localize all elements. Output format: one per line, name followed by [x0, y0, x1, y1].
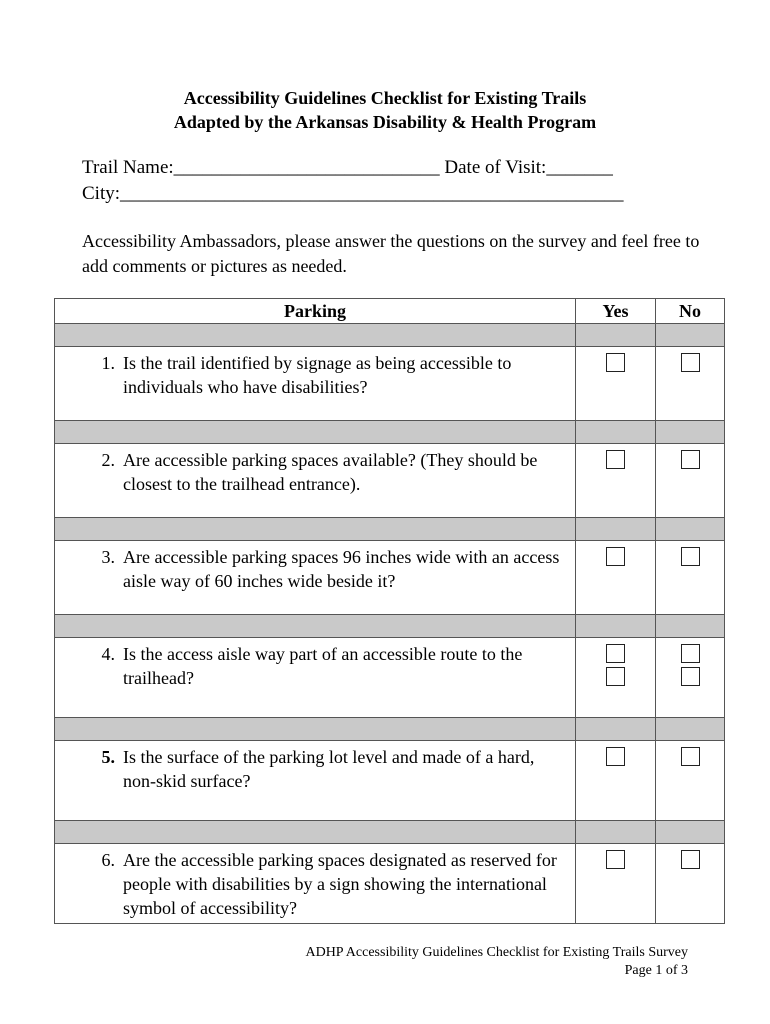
yes-checkbox[interactable] — [606, 850, 625, 869]
no-checkbox[interactable] — [681, 353, 700, 372]
spacer-row — [55, 821, 725, 844]
section-header: Parking — [55, 299, 576, 324]
question-text: Is the surface of the parking lot level and made of a hard, non-skid surface? — [123, 747, 535, 791]
table-row — [55, 638, 725, 718]
yes-checkbox[interactable] — [606, 450, 625, 469]
spacer-row — [55, 518, 725, 541]
yes-checkbox[interactable] — [606, 353, 625, 372]
page-number: Page 1 of 3 — [624, 963, 688, 978]
spacer-row — [55, 718, 725, 741]
table-row — [55, 741, 725, 821]
title-line-1: Accessibility Guidelines Checklist for Existing Trails — [183, 88, 587, 108]
yes-header: Yes — [576, 299, 656, 324]
table-row — [55, 347, 725, 421]
checklist-table — [54, 298, 725, 924]
yes-checkbox[interactable] — [606, 644, 625, 663]
no-checkbox[interactable] — [681, 747, 700, 766]
no-header: No — [656, 299, 725, 324]
no-checkbox[interactable] — [681, 850, 700, 869]
question-number: 6. — [101, 850, 115, 870]
no-checkbox[interactable] — [681, 667, 700, 686]
question-number: 2. — [101, 450, 115, 470]
yes-checkbox[interactable] — [606, 747, 625, 766]
question-text: Is the trail identified by signage as being accessible to individuals who have disabilities? — [123, 353, 512, 397]
question-text: Are the accessible parking spaces designated as reserved for people with disabilities by a sign showing the international symbol of accessibility? — [123, 850, 557, 918]
question-number: 3. — [101, 547, 115, 567]
no-checkbox[interactable] — [681, 644, 700, 663]
table-row — [55, 444, 725, 518]
question-number: 5. — [101, 747, 115, 767]
table-header-row — [55, 299, 725, 324]
question-number: 4. — [101, 644, 115, 664]
page-footer — [305, 944, 688, 980]
question-text: Are accessible parking spaces 96 inches wide with an access aisle way of 60 inches wide beside it? — [123, 547, 560, 591]
trail-name-date-field[interactable]: Trail Name:____________________________ Date of Visit:_______ — [82, 157, 613, 178]
question-text: Is the access aisle way part of an accessible route to the trailhead? — [123, 644, 523, 688]
spacer-row — [55, 615, 725, 638]
intro-text: Accessibility Ambassadors, please answer the questions on the survey and feel free to add comments or pictures as needed. — [82, 231, 700, 276]
yes-checkbox[interactable] — [606, 547, 625, 566]
spacer-row — [55, 324, 725, 347]
no-checkbox[interactable] — [681, 450, 700, 469]
yes-checkbox[interactable] — [606, 667, 625, 686]
no-checkbox[interactable] — [681, 547, 700, 566]
table-row — [55, 844, 725, 924]
question-number: 1. — [101, 353, 115, 373]
table-row — [55, 541, 725, 615]
title-line-2: Adapted by the Arkansas Disability & Health Program — [173, 112, 597, 132]
question-text: Are accessible parking spaces available? (They should be closest to the trailhead entrance). — [123, 450, 538, 494]
spacer-row — [55, 421, 725, 444]
city-field[interactable]: City:_____________________________________________________ — [82, 183, 624, 204]
footer-title: ADHP Accessibility Guidelines Checklist for Existing Trails Survey — [305, 945, 688, 960]
